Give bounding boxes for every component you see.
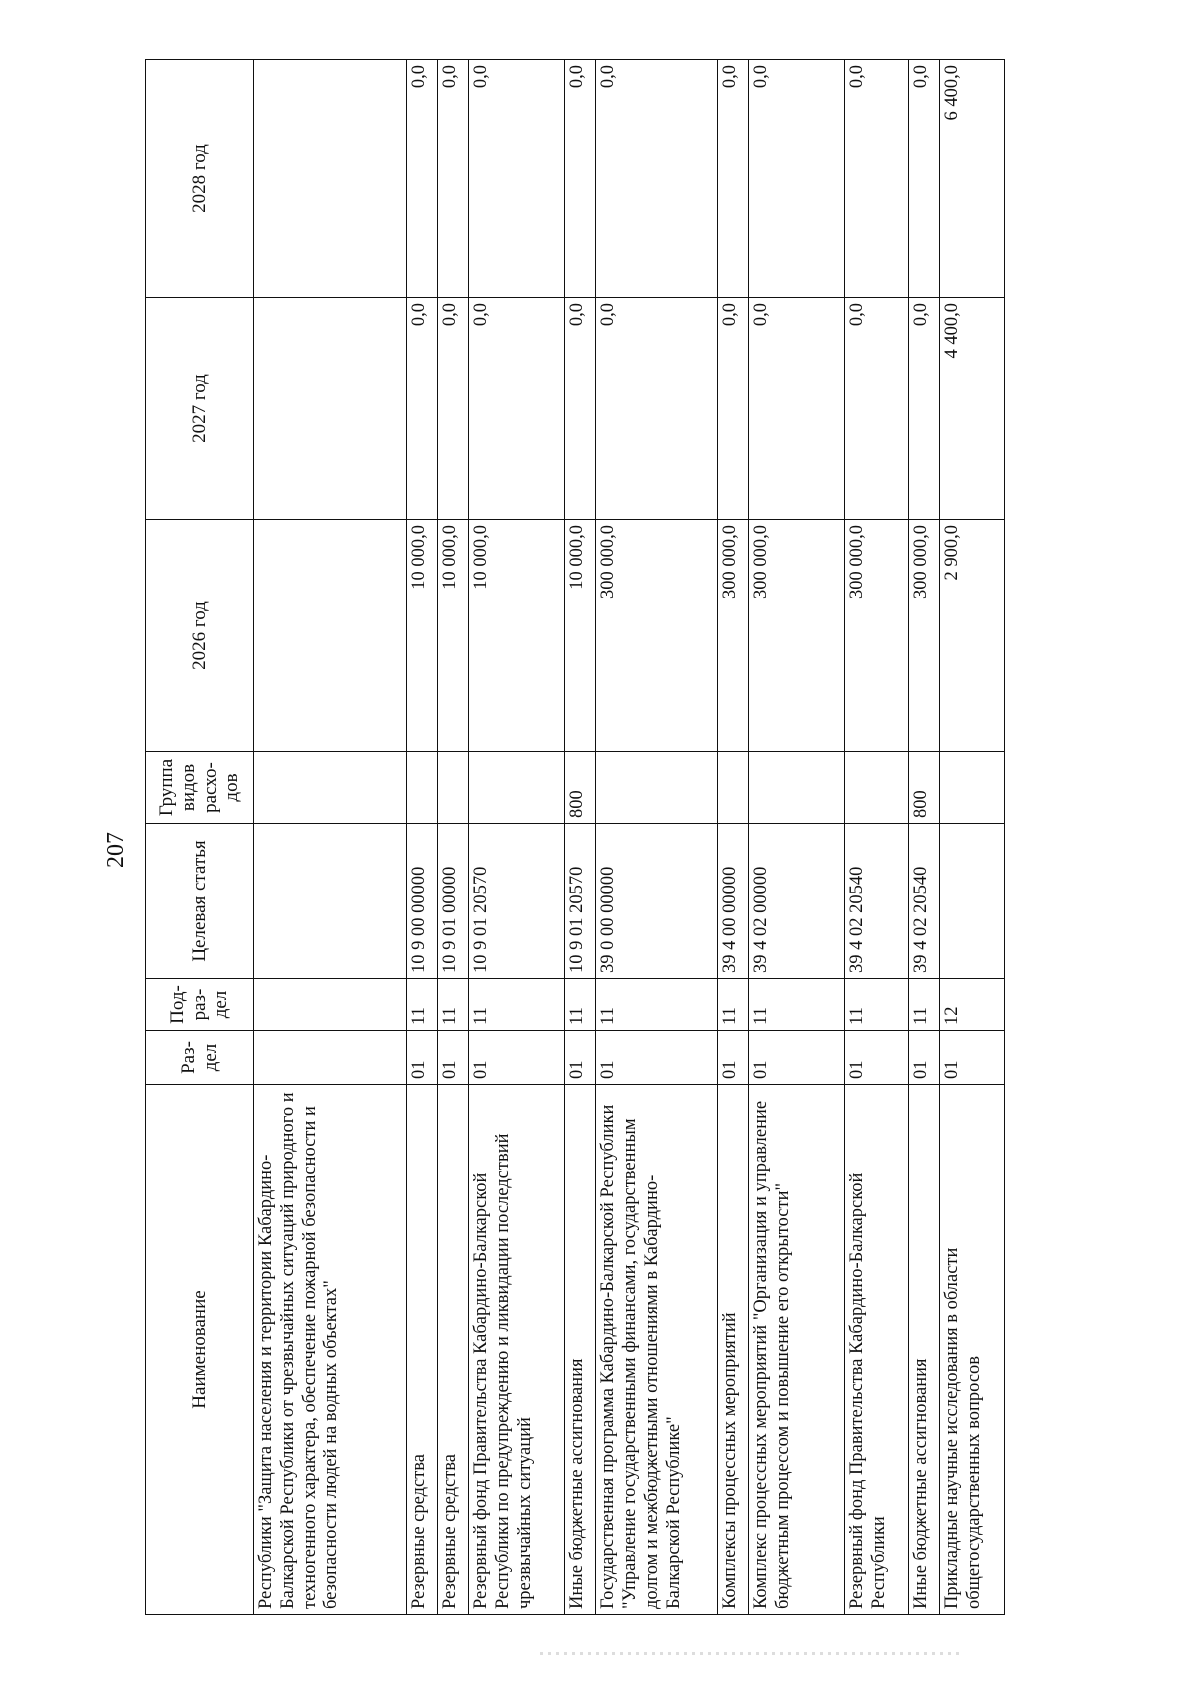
row-podrazdel: 11 bbox=[718, 979, 749, 1031]
row-razdel bbox=[254, 1031, 407, 1085]
row-statya: 10 9 01 00000 bbox=[438, 824, 469, 979]
row-razdel: 01 bbox=[909, 1031, 940, 1085]
header-razdel: Раз-дел bbox=[146, 1031, 254, 1085]
row-2026: 2 900,0 bbox=[940, 520, 1005, 752]
row-gruppa bbox=[844, 752, 908, 824]
table-header-row bbox=[146, 60, 254, 1615]
row-statya bbox=[940, 824, 1005, 979]
row-gruppa bbox=[407, 752, 438, 824]
row-razdel: 01 bbox=[565, 1031, 596, 1085]
row-razdel: 01 bbox=[596, 1031, 718, 1085]
row-razdel: 01 bbox=[469, 1031, 565, 1085]
row-2027: 0,0 bbox=[909, 298, 940, 520]
row-gruppa bbox=[749, 752, 845, 824]
row-2027: 0,0 bbox=[596, 298, 718, 520]
row-2027: 0,0 bbox=[718, 298, 749, 520]
row-2027: 0,0 bbox=[749, 298, 845, 520]
row-gruppa bbox=[438, 752, 469, 824]
row-gruppa bbox=[718, 752, 749, 824]
table-row bbox=[596, 60, 718, 1615]
row-razdel: 01 bbox=[438, 1031, 469, 1085]
page-number: 207 bbox=[102, 832, 129, 868]
row-name: Комплекс процессных мероприятий "Организация и управление бюджетным процессом и повышение его открытости" bbox=[749, 1085, 845, 1615]
row-statya: 10 9 01 20570 bbox=[565, 824, 596, 979]
row-2027: 0,0 bbox=[407, 298, 438, 520]
row-razdel: 01 bbox=[749, 1031, 845, 1085]
table-row bbox=[844, 60, 908, 1615]
row-2026: 10 000,0 bbox=[438, 520, 469, 752]
row-statya: 39 0 00 00000 bbox=[596, 824, 718, 979]
table-row bbox=[909, 60, 940, 1615]
row-2026: 10 000,0 bbox=[469, 520, 565, 752]
row-2027 bbox=[254, 298, 407, 520]
row-2026: 10 000,0 bbox=[565, 520, 596, 752]
row-name: Прикладные научные исследования в области общегосударственных вопросов bbox=[940, 1085, 1005, 1615]
table-row bbox=[940, 60, 1005, 1615]
row-name: Резервные средства bbox=[407, 1085, 438, 1615]
row-2027: 0,0 bbox=[469, 298, 565, 520]
row-podrazdel: 11 bbox=[438, 979, 469, 1031]
row-name: Иные бюджетные ассигнования bbox=[565, 1085, 596, 1615]
row-2028: 0,0 bbox=[438, 60, 469, 298]
row-2026: 300 000,0 bbox=[749, 520, 845, 752]
row-gruppa bbox=[940, 752, 1005, 824]
row-statya: 39 4 00 00000 bbox=[718, 824, 749, 979]
row-2028: 0,0 bbox=[596, 60, 718, 298]
row-2027: 0,0 bbox=[438, 298, 469, 520]
row-2028 bbox=[254, 60, 407, 298]
row-name: Резервный фонд Правительства Кабардино-Балкарской Республики по предупреждению и ликвидации последствий чрезвычайных ситуаций bbox=[469, 1085, 565, 1615]
header-name: Наименование bbox=[146, 1085, 254, 1615]
row-razdel: 01 bbox=[844, 1031, 908, 1085]
table-row bbox=[469, 60, 565, 1615]
row-statya: 39 4 02 20540 bbox=[844, 824, 908, 979]
row-statya: 10 9 01 20570 bbox=[469, 824, 565, 979]
row-podrazdel: 11 bbox=[565, 979, 596, 1031]
row-podrazdel: 11 bbox=[596, 979, 718, 1031]
row-razdel: 01 bbox=[940, 1031, 1005, 1085]
row-statya: 39 4 02 00000 bbox=[749, 824, 845, 979]
budget-table bbox=[145, 59, 1005, 1615]
header-2028: 2028 год bbox=[146, 60, 254, 298]
row-podrazdel: 11 bbox=[909, 979, 940, 1031]
row-gruppa bbox=[469, 752, 565, 824]
header-2027: 2027 год bbox=[146, 298, 254, 520]
header-gruppa: Группа видов расхо-дов bbox=[146, 752, 254, 824]
header-podrazdel: Под-раз-дел bbox=[146, 979, 254, 1031]
row-podrazdel bbox=[254, 979, 407, 1031]
table-row bbox=[718, 60, 749, 1615]
row-statya: 39 4 02 20540 bbox=[909, 824, 940, 979]
row-podrazdel: 11 bbox=[844, 979, 908, 1031]
row-statya bbox=[254, 824, 407, 979]
table-row bbox=[749, 60, 845, 1615]
table-row bbox=[407, 60, 438, 1615]
table-row bbox=[438, 60, 469, 1615]
row-razdel: 01 bbox=[407, 1031, 438, 1085]
row-2028: 0,0 bbox=[909, 60, 940, 298]
row-gruppa bbox=[596, 752, 718, 824]
row-podrazdel: 12 bbox=[940, 979, 1005, 1031]
row-name: Государственная программа Кабардино-Балкарской Республики "Управление государственными финансами, государственным долгом и межбюджетными отношениями в Кабардино-Балкарской Республике" bbox=[596, 1085, 718, 1615]
row-2026: 300 000,0 bbox=[596, 520, 718, 752]
row-2028: 0,0 bbox=[844, 60, 908, 298]
row-podrazdel: 11 bbox=[749, 979, 845, 1031]
row-2026: 10 000,0 bbox=[407, 520, 438, 752]
row-2027: 0,0 bbox=[844, 298, 908, 520]
row-2026: 300 000,0 bbox=[909, 520, 940, 752]
budget-table-container bbox=[145, 60, 1005, 1615]
row-podrazdel: 11 bbox=[469, 979, 565, 1031]
row-name: Резервные средства bbox=[438, 1085, 469, 1615]
row-2028: 0,0 bbox=[565, 60, 596, 298]
row-name: Комплексы процессных мероприятий bbox=[718, 1085, 749, 1615]
row-name: Республики "Защита населения и территории Кабардино-Балкарской Республики от чрезвычайных ситуаций природного и техногенного характера, обеспечение пожарной безопасности и безопасности людей на водных объектах" bbox=[254, 1085, 407, 1615]
row-2028: 0,0 bbox=[469, 60, 565, 298]
row-name: Иные бюджетные ассигнования bbox=[909, 1085, 940, 1615]
row-2028: 0,0 bbox=[407, 60, 438, 298]
header-statya: Целевая статья bbox=[146, 824, 254, 979]
row-2026: 300 000,0 bbox=[718, 520, 749, 752]
row-gruppa: 800 bbox=[909, 752, 940, 824]
row-2026: 300 000,0 bbox=[844, 520, 908, 752]
header-2026: 2026 год bbox=[146, 520, 254, 752]
row-name: Резервный фонд Правительства Кабардино-Балкарской Республики bbox=[844, 1085, 908, 1615]
row-podrazdel: 11 bbox=[407, 979, 438, 1031]
table-row bbox=[565, 60, 596, 1615]
row-2026 bbox=[254, 520, 407, 752]
row-gruppa: 800 bbox=[565, 752, 596, 824]
row-2028: 6 400,0 bbox=[940, 60, 1005, 298]
row-2028: 0,0 bbox=[718, 60, 749, 298]
table-row bbox=[254, 60, 407, 1615]
row-2027: 0,0 bbox=[565, 298, 596, 520]
scan-artifact bbox=[540, 1652, 960, 1655]
row-gruppa bbox=[254, 752, 407, 824]
row-2027: 4 400,0 bbox=[940, 298, 1005, 520]
row-razdel: 01 bbox=[718, 1031, 749, 1085]
row-statya: 10 9 00 00000 bbox=[407, 824, 438, 979]
row-2028: 0,0 bbox=[749, 60, 845, 298]
